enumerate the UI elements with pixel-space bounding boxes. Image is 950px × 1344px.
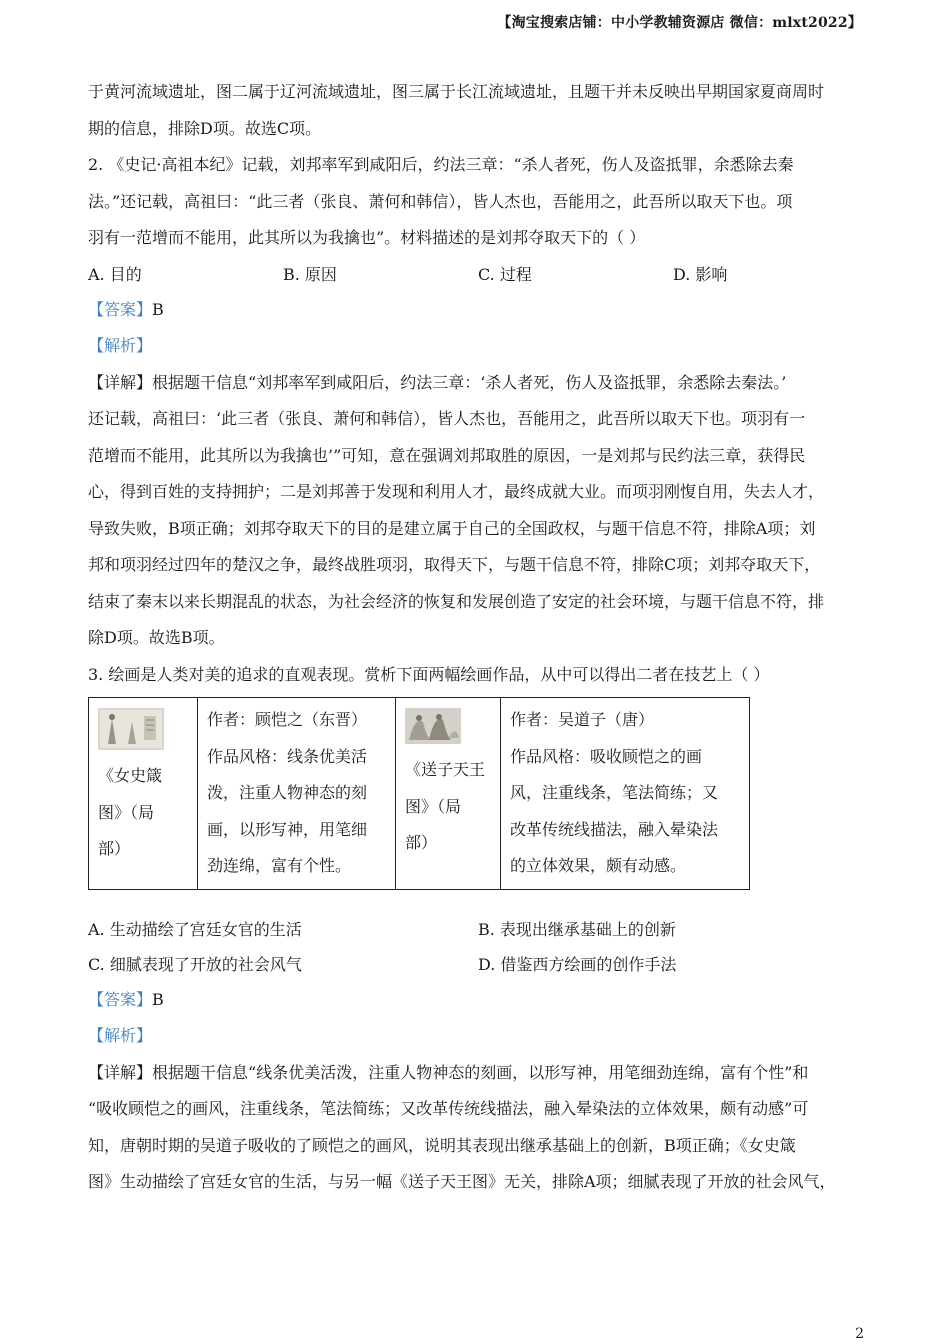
painting-desc: 泼，注重人物神态的刻 <box>207 783 368 802</box>
answer-tag: 【答案】 <box>88 299 153 319</box>
analysis-tag: 【解析】 <box>88 1026 153 1045</box>
question-2-options <box>88 257 868 292</box>
painting-desc: 风，注重线条，笔法简练；又 <box>510 783 719 802</box>
answer-line <box>88 982 868 1019</box>
option-b: B. 表现出继承基础上的创新 <box>478 919 676 939</box>
text-line: 期的信息，排除D项。故选C项。 <box>88 118 322 138</box>
answer-value: B <box>152 299 164 319</box>
question-3-stem: 3. 绘画是人类对美的追求的直观表现。赏析下面两幅绘画作品，从中可以得出二者在技艺上（ ） <box>88 664 770 684</box>
painting-title: 《送子天王 <box>405 760 486 779</box>
painting-desc: 的立体效果，颇有动感。 <box>510 856 687 875</box>
painting-desc: 作品风格：线条优美活 <box>207 746 368 766</box>
painting-desc: 作者：顾恺之（东晋） <box>207 710 368 729</box>
text-line: 知，唐朝时期的吴道子吸收的了顾恺之的画风，说明其表现出继承基础上的创新，B项正确；《女史箴 <box>88 1135 796 1155</box>
painting-title: 图》（局 <box>98 802 155 822</box>
painting-thumbnail-songzitianwang <box>405 708 461 744</box>
text-line: 于黄河流域遗址，图二属于辽河流域遗址，图三属于长江流域遗址，且题干并未反映出早期国家夏商周时 <box>88 82 825 101</box>
page-header: 【淘宝搜索店铺：中小学教辅资源店 微信：mlxt2022】 <box>497 15 862 31</box>
painting-desc: 改革传统线描法，融入晕染法 <box>510 819 719 839</box>
analysis-tag: 【解析】 <box>88 336 153 355</box>
text-line: 导致失败，B项正确；刘邦夺取天下的目的是建立属于自己的全国政权，与题干信息不符，排除A项；刘 <box>88 518 816 538</box>
option-a: A. 生动描绘了宫廷女官的生活 <box>88 919 302 939</box>
painting-desc: 作者：吴道子（唐） <box>510 710 655 729</box>
option-c: C. 细腻表现了开放的社会风气 <box>88 954 302 974</box>
painting-desc: 作品风格：吸收顾恺之的画 <box>510 746 703 766</box>
question-2-stem: 2. 《史记·高祖本纪》记载，刘邦率军到咸阳后，约法三章：“杀人者死，伤人及盗抵罪，余悉除去秦 <box>88 155 794 174</box>
option-a: A. 目的 <box>88 264 142 284</box>
painting-title: 图》（局 <box>405 796 462 816</box>
painting-thumbnail-nvshizhen <box>98 708 164 750</box>
answer-tag: 【答案】 <box>88 989 153 1009</box>
detail-text: 根据题干信息“线条优美活泼，注重人物神态的刻画，以形写神，用笔细劲连绵，富有个性”和 <box>152 1062 809 1082</box>
answer-value: B <box>152 989 164 1009</box>
question-3-options-row-2 <box>88 947 868 982</box>
painting-desc: 劲连绵，富有个性。 <box>207 856 352 875</box>
painting-title: 部） <box>405 833 438 852</box>
text-line: 范增而不能用，此其所以为我擒也’”可知，意在强调刘邦取胜的原因，一是刘邦与民约法三章，获得民 <box>88 445 806 465</box>
question-2-stem: 羽有一范增而不能用，此其所以为我擒也”。材料描述的是刘邦夺取天下的（ ） <box>88 228 646 247</box>
detail-line <box>88 1055 868 1092</box>
answer-line <box>88 292 868 329</box>
text-line: “吸收顾恺之的画风，注重线条，笔法简练；又改革传统线描法，融入晕染法的立体效果，颇有动感”可 <box>88 1099 809 1118</box>
detail-text: 根据题干信息“刘邦率军到咸阳后，约法三章：‘杀人者死，伤人及盗抵罪，余悉除去秦法。’ <box>152 372 787 392</box>
right-painting-cell <box>396 698 501 890</box>
painting-table <box>88 697 750 890</box>
option-c: C. 过程 <box>478 264 532 284</box>
text-line: 还记载，高祖曰：‘此三者（张良、萧何和韩信），皆人杰也，吾能用之，此吾所以取天下也。项羽有一 <box>88 409 806 428</box>
left-description-cell <box>198 698 396 890</box>
option-d: D. 影响 <box>673 264 728 284</box>
page-number: 2 <box>855 1326 864 1342</box>
painting-title: 《女史箴 <box>98 766 163 785</box>
detail-line <box>88 365 868 402</box>
question-3-options-row-1 <box>88 912 868 947</box>
right-description-cell <box>501 698 750 890</box>
text-line: 结束了秦末以来长期混乱的状态，为社会经济的恢复和发展创造了安定的社会环境，与题干信息不符，排 <box>88 591 825 611</box>
painting-desc: 画，以形写神，用笔细 <box>207 819 368 839</box>
text-line: 图》生动描绘了宫廷女官的生活，与另一幅《送子天王图》无关，排除A项；细腻表现了开放的社会风气， <box>88 1172 836 1191</box>
text-line: 邦和项羽经过四年的楚汉之争，最终战胜项羽，取得天下，与题干信息不符，排除C项；刘邦夺取天下， <box>88 555 821 574</box>
option-b: B. 原因 <box>283 264 337 284</box>
detail-tag: 【详解】 <box>88 1062 153 1082</box>
text-line: 除D项。故选B项。 <box>88 628 225 647</box>
document-body <box>88 74 868 1201</box>
option-d: D. 借鉴西方绘画的创作手法 <box>478 954 677 974</box>
painting-title: 部） <box>98 839 131 858</box>
text-line: 心，得到百姓的支持拥护；二是刘邦善于发现和利用人才，最终成就大业。而项羽刚愎自用，失去人才， <box>88 482 825 501</box>
question-2-stem: 法。”还记载，高祖曰：“此三者（张良、萧何和韩信），皆人杰也，吾能用之，此吾所以取天下也。项 <box>88 191 793 211</box>
left-painting-cell <box>89 698 198 890</box>
detail-tag: 【详解】 <box>88 372 153 392</box>
